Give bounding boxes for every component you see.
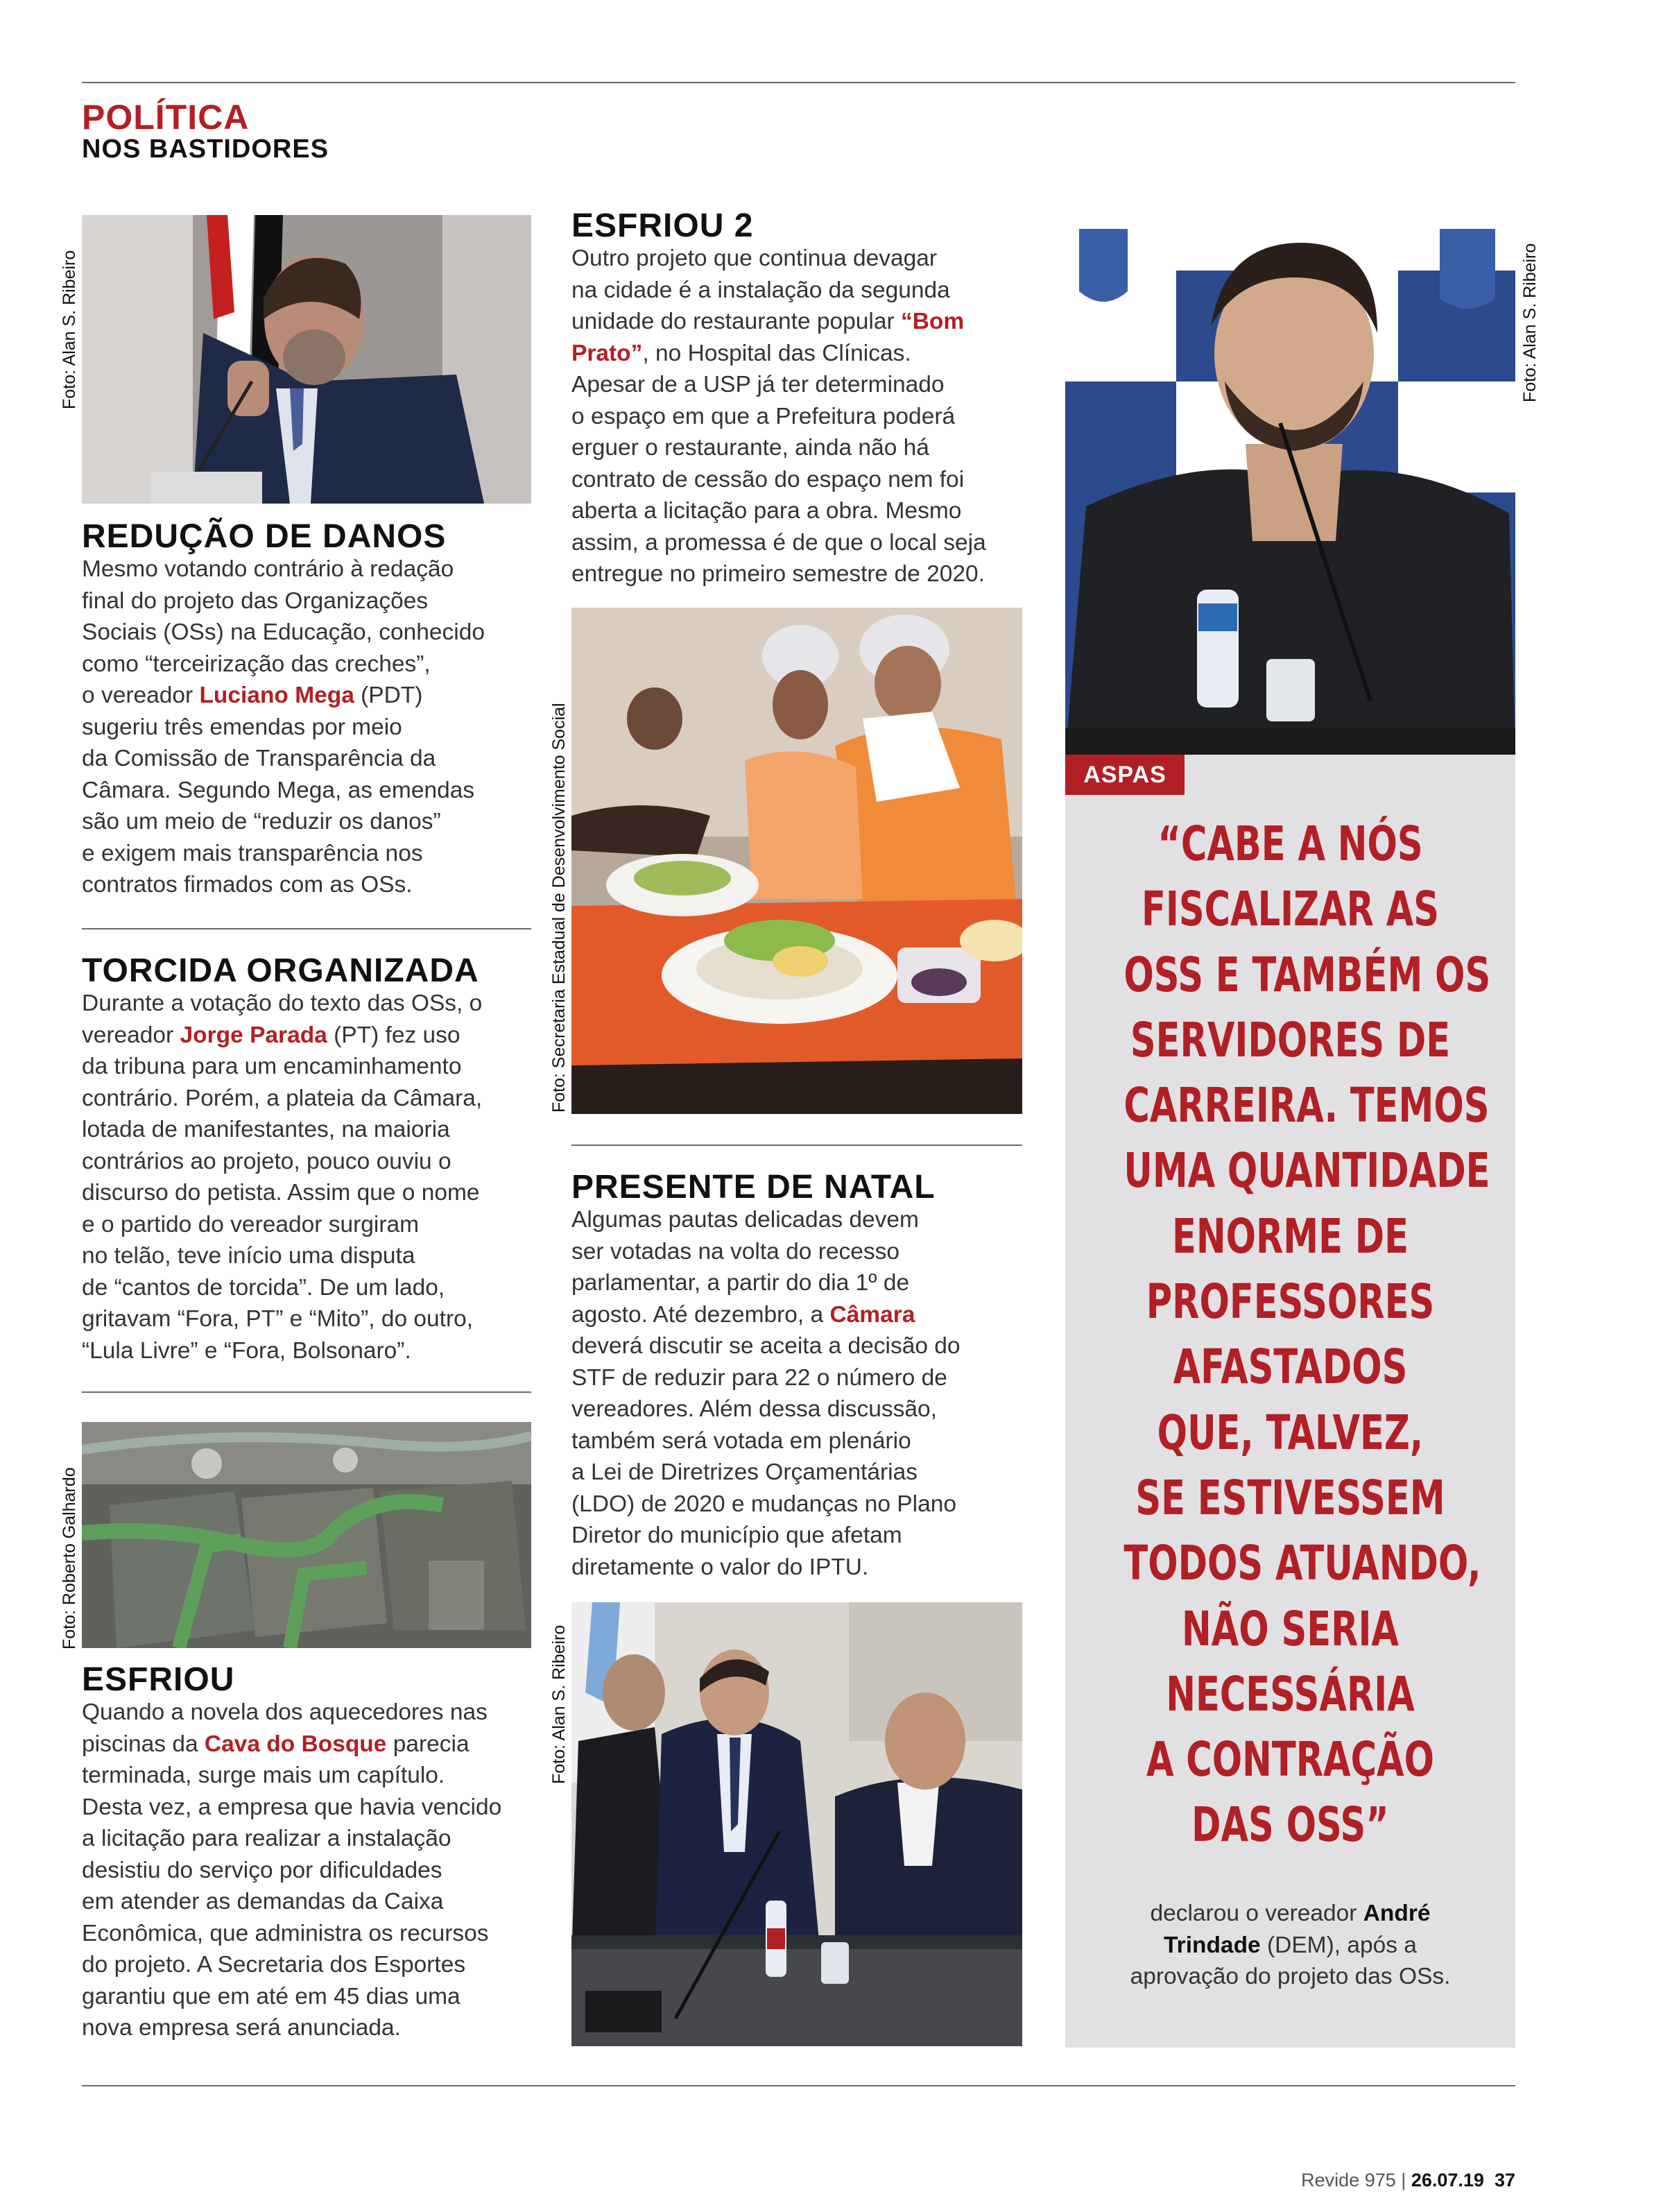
- text-line: garantiu que em até em 45 dias uma: [82, 1983, 460, 2009]
- photo-credit: Foto: Roberto Galhardo: [60, 1467, 79, 1649]
- text-line: em atender as demandas da Caixa: [82, 1889, 444, 1914]
- article-body-reducao: [82, 554, 485, 901]
- quote-line: QUE, TALVEZ,: [1157, 1405, 1424, 1461]
- text-line: Câmara. Segundo Mega, as emendas: [82, 777, 475, 803]
- magazine-issue: Revide 975: [1301, 2170, 1396, 2190]
- highlighted-name: Cava do Bosque: [204, 1731, 387, 1757]
- text-line: Trindade (DEM), após a: [1164, 1932, 1417, 1958]
- text-line: Diretor do município que afetam: [571, 1523, 902, 1548]
- text-line: unidade do restaurante popular “Bom: [571, 309, 965, 334]
- photo-credit: Foto: Alan S. Ribeiro: [549, 1624, 569, 1784]
- quote-line: FISCALIZAR AS: [1141, 882, 1440, 938]
- issue-date: 26.07.19: [1411, 2170, 1484, 2190]
- text-line: do projeto. A Secretaria dos Esportes: [82, 1952, 466, 1978]
- photo-credit: Foto: Alan S. Ribeiro: [1520, 243, 1540, 402]
- highlighted-name: Câmara: [829, 1301, 915, 1328]
- highlighted-name: “Bom: [900, 309, 965, 334]
- text-line: Apesar de a USP já ter determinado: [571, 372, 945, 397]
- text-line: deverá discutir se aceita a decisão do: [571, 1333, 961, 1359]
- highlighted-name: Jorge Parada: [180, 1022, 327, 1048]
- text-line: da tribuna para um encaminhamento: [82, 1054, 462, 1079]
- text-line: aprovação do projeto das OSs.: [1130, 1964, 1451, 1989]
- text-line: (LDO) de 2020 e mudanças no Plano: [571, 1491, 956, 1517]
- photo-andre-trindade: [1065, 215, 1515, 756]
- quote-line: CARREIRA. TEMOS: [1123, 1078, 1490, 1134]
- text-line: terminada, surge mais um capítulo.: [82, 1763, 445, 1788]
- text-line: assim, a promessa é de que o local seja: [571, 529, 986, 556]
- pull-quote: [1123, 812, 1491, 1858]
- photo-credit: Foto: Alan S. Ribeiro: [60, 250, 79, 409]
- text-line: “Lula Livre” e “Fora, Bolsonaro”.: [82, 1337, 411, 1364]
- quote-line: A CONTRAÇÃO: [1146, 1732, 1434, 1788]
- divider: [571, 1144, 1022, 1146]
- highlighted-name: Luciano Mega: [199, 683, 354, 708]
- text-line: a Lei de Diretrizes Orçamentárias: [571, 1459, 918, 1485]
- text-line: piscinas da Cava do Bosque parecia: [82, 1731, 470, 1757]
- text-line: Quando a novela dos aquecedores nas: [82, 1699, 488, 1725]
- article-title-reducao: REDUÇÃO DE DANOS: [82, 518, 447, 555]
- quote-line: DAS OSS”: [1191, 1797, 1389, 1853]
- text-line: desistiu do serviço por dificuldades: [82, 1857, 442, 1883]
- quote-line: NÃO SERIA: [1182, 1601, 1399, 1657]
- text-line: vereador Jorge Parada (PT) fez uso: [82, 1022, 460, 1048]
- text-line: final do projeto das Organizações: [82, 588, 429, 614]
- photo-pool-heaters: [82, 1422, 531, 1648]
- divider: [82, 928, 531, 929]
- bottom-rule: [82, 2085, 1515, 2086]
- highlighted-name: Prato”: [571, 340, 643, 366]
- text-line: Prato”, no Hospital das Clínicas.: [571, 340, 911, 366]
- text-line: entregue no primeiro semestre de 2020.: [571, 561, 985, 587]
- text-line: Algumas pautas delicadas devem: [571, 1207, 919, 1233]
- text-line: parlamentar, a partir do dia 1º de: [571, 1270, 910, 1296]
- article-body-esfriou2: [571, 243, 986, 590]
- article-title-torcida: TORCIDA ORGANIZADA: [82, 952, 479, 989]
- text-line: no telão, teve início uma disputa: [82, 1243, 415, 1269]
- text-line: contrários ao projeto, pouco ouviu o: [82, 1148, 451, 1174]
- page-number: 37: [1494, 2170, 1515, 2190]
- text-line: contrário. Porém, a plateia da Câmara,: [82, 1085, 483, 1111]
- text-line: da Comissão de Transparência da: [82, 746, 436, 771]
- text-line: ser votadas na volta do recesso: [571, 1238, 899, 1264]
- top-rule: [82, 82, 1515, 83]
- text-line: e exigem mais transparência nos: [82, 840, 423, 866]
- quote-line: ENORME DE: [1171, 1208, 1409, 1264]
- text-line: Outro projeto que continua devagar: [571, 246, 938, 271]
- text-line: também será votada em plenário: [571, 1427, 911, 1454]
- text-line: são um meio de “reduzir os danos”: [82, 809, 441, 834]
- page-footer: [1301, 2170, 1515, 2191]
- text-line: Desta vez, a empresa que havia vencido: [82, 1794, 502, 1820]
- text-line: Durante a votação do texto das OSs, o: [82, 991, 483, 1016]
- text-line: agosto. Até dezembro, a Câmara: [571, 1301, 915, 1328]
- text-line: como “terceirização das creches”,: [82, 651, 431, 677]
- photo-speaker-podium: [82, 215, 531, 504]
- text-line: na cidade é a instalação da segunda: [571, 277, 950, 303]
- photo-credit: Foto: Secretaria Estadual de Desenvolvimento Social: [549, 703, 569, 1113]
- text-line: Sociais (OSs) na Educação, conhecido: [82, 619, 485, 645]
- text-line: STF de reduzir para 22 o número de: [571, 1364, 947, 1391]
- quote-line: PROFESSORES: [1146, 1274, 1435, 1330]
- bold-name: Trindade: [1164, 1932, 1261, 1958]
- quote-line: “CABE A NÓS: [1157, 816, 1423, 872]
- text-line: contrato de cessão do espaço nem foi: [571, 466, 965, 492]
- text-line: erguer o restaurante, ainda não há: [571, 435, 929, 461]
- article-body-torcida: [82, 988, 482, 1366]
- text-line: aberta a licitação para a obra. Mesmo: [571, 498, 962, 524]
- text-line: o espaço em que a Prefeitura poderá: [571, 403, 956, 429]
- text-line: e o partido do vereador surgiram: [82, 1211, 420, 1237]
- text-line: sugeriu três emendas por meio: [82, 714, 402, 740]
- section-title: POLÍTICA: [82, 98, 250, 137]
- text-line: discurso do petista. Assim que o nome: [82, 1180, 480, 1206]
- text-line: nova empresa será anunciada.: [82, 2015, 401, 2041]
- article-body-esfriou: [82, 1697, 501, 2044]
- quote-line: UMA QUANTIDADE: [1123, 1143, 1490, 1199]
- quote-attribution: [1065, 1898, 1515, 1993]
- quote-line: AFASTADOS: [1173, 1339, 1408, 1396]
- photo-council-session: [571, 1602, 1022, 2046]
- photo-restaurant-servers: [571, 608, 1022, 1114]
- footer-separator: |: [1401, 2170, 1406, 2190]
- section-subtitle: NOS BASTIDORES: [82, 135, 329, 164]
- text-line: diretamente o valor do IPTU.: [571, 1554, 869, 1580]
- text-line: contratos firmados com as OSs.: [82, 872, 413, 898]
- text-line: gritavam “Fora, PT” e “Mito”, do outro,: [82, 1306, 474, 1332]
- quote-line: NECESSÁRIA: [1166, 1666, 1415, 1722]
- text-line: Econômica, que administra os recursos: [82, 1920, 489, 1946]
- text-line: o vereador Luciano Mega (PDT): [82, 683, 423, 708]
- text-line: declarou o vereador André: [1150, 1901, 1431, 1926]
- aspas-tag: ASPAS: [1065, 755, 1185, 795]
- article-title-natal: PRESENTE DE NATAL: [571, 1169, 936, 1206]
- quote-line: TODOS ATUANDO,: [1123, 1536, 1481, 1592]
- quote-line: SE ESTIVESSEM: [1135, 1470, 1445, 1526]
- text-line: de “cantos de torcida”. De um lado,: [82, 1274, 445, 1301]
- text-line: vereadores. Além dessa discussão,: [571, 1396, 937, 1422]
- quote-line: SERVIDORES DE: [1130, 1012, 1451, 1068]
- article-body-natal: [571, 1204, 961, 1583]
- article-title-esfriou: ESFRIOU: [82, 1661, 235, 1698]
- text-line: lotada de manifestantes, na maioria: [82, 1117, 450, 1142]
- text-line: a licitação para realizar a instalação: [82, 1826, 451, 1851]
- divider: [82, 1391, 531, 1393]
- bold-name: André: [1363, 1901, 1431, 1926]
- quote-line: OSS E TAMBÉM OS: [1123, 947, 1491, 1003]
- article-title-esfriou2: ESFRIOU 2: [571, 207, 754, 244]
- text-line: Mesmo votando contrário à redação: [82, 556, 454, 582]
